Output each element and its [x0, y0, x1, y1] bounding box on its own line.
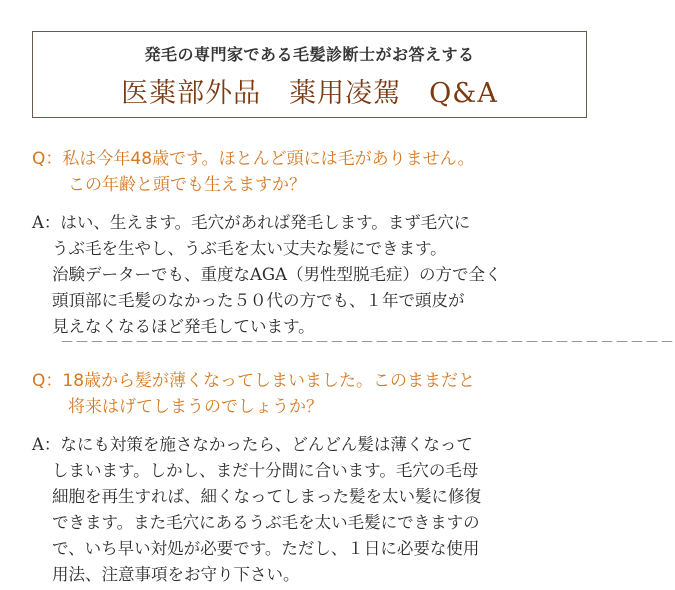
- answer-1-line-1: A：はい、生えます。毛穴があれば発毛します。まず毛穴に: [32, 213, 471, 232]
- header-title: 医薬部外品 薬用凌駕 Q&A: [121, 78, 498, 109]
- section-divider: －－－－－－－－－－－－－－－－－－－－－－－－－－－－－－－－－－－－－－－－－: [60, 335, 675, 351]
- answer-2-line-4: できます。また毛穴にあるうぶ毛を太い毛髪にできますの: [52, 513, 480, 532]
- question-1-line-1: Q：私は今年48歳です。ほとんど頭には毛がありません。: [32, 149, 475, 169]
- answer-1-line-5: 見えなくなるほど発毛しています。: [52, 317, 315, 336]
- header-box: [32, 31, 587, 118]
- answer-2-line-6: 用法、注意事項をお守り下さい。: [52, 565, 300, 584]
- answer-1-line-3: 治験データーでも、重度なAGA（男性型脱毛症）の方で全く: [52, 265, 502, 284]
- question-2: [32, 368, 572, 420]
- question-2-line-1: Q：18歳から髪が薄くなってしまいました。このままだと: [32, 371, 476, 391]
- answer-1: [32, 210, 572, 340]
- qa-item-1: [32, 146, 572, 340]
- question-2-line-2: 将来はげてしまうのでしょうか？: [68, 397, 323, 417]
- answer-2-line-3: 細胞を再生すれば、細くなってしまった髪を太い髪に修復: [52, 487, 481, 506]
- qa-item-2: [32, 368, 572, 588]
- answer-2-line-1: A：なにも対策を施さなかったら、どんどん髪は薄くなって: [32, 435, 473, 454]
- header-subtitle: 発毛の専門家である毛髪診断士がお答えする: [144, 45, 475, 64]
- answer-1-line-4: 頭頂部に毛髪のなかった５０代の方でも、１年で頭皮が: [52, 291, 465, 310]
- answer-2: [32, 432, 572, 588]
- answer-2-line-5: で、いち早い対処が必要です。ただし、１日に必要な使用: [52, 539, 480, 558]
- answer-2-line-2: しまいます。しかし、まだ十分間に合います。毛穴の毛母: [52, 461, 479, 480]
- answer-1-line-2: うぶ毛を生やし、うぶ毛を太い丈夫な髪にできます。: [52, 239, 447, 258]
- question-1-line-2: この年齢と頭でも生えますか？: [68, 175, 306, 195]
- question-1: [32, 146, 572, 198]
